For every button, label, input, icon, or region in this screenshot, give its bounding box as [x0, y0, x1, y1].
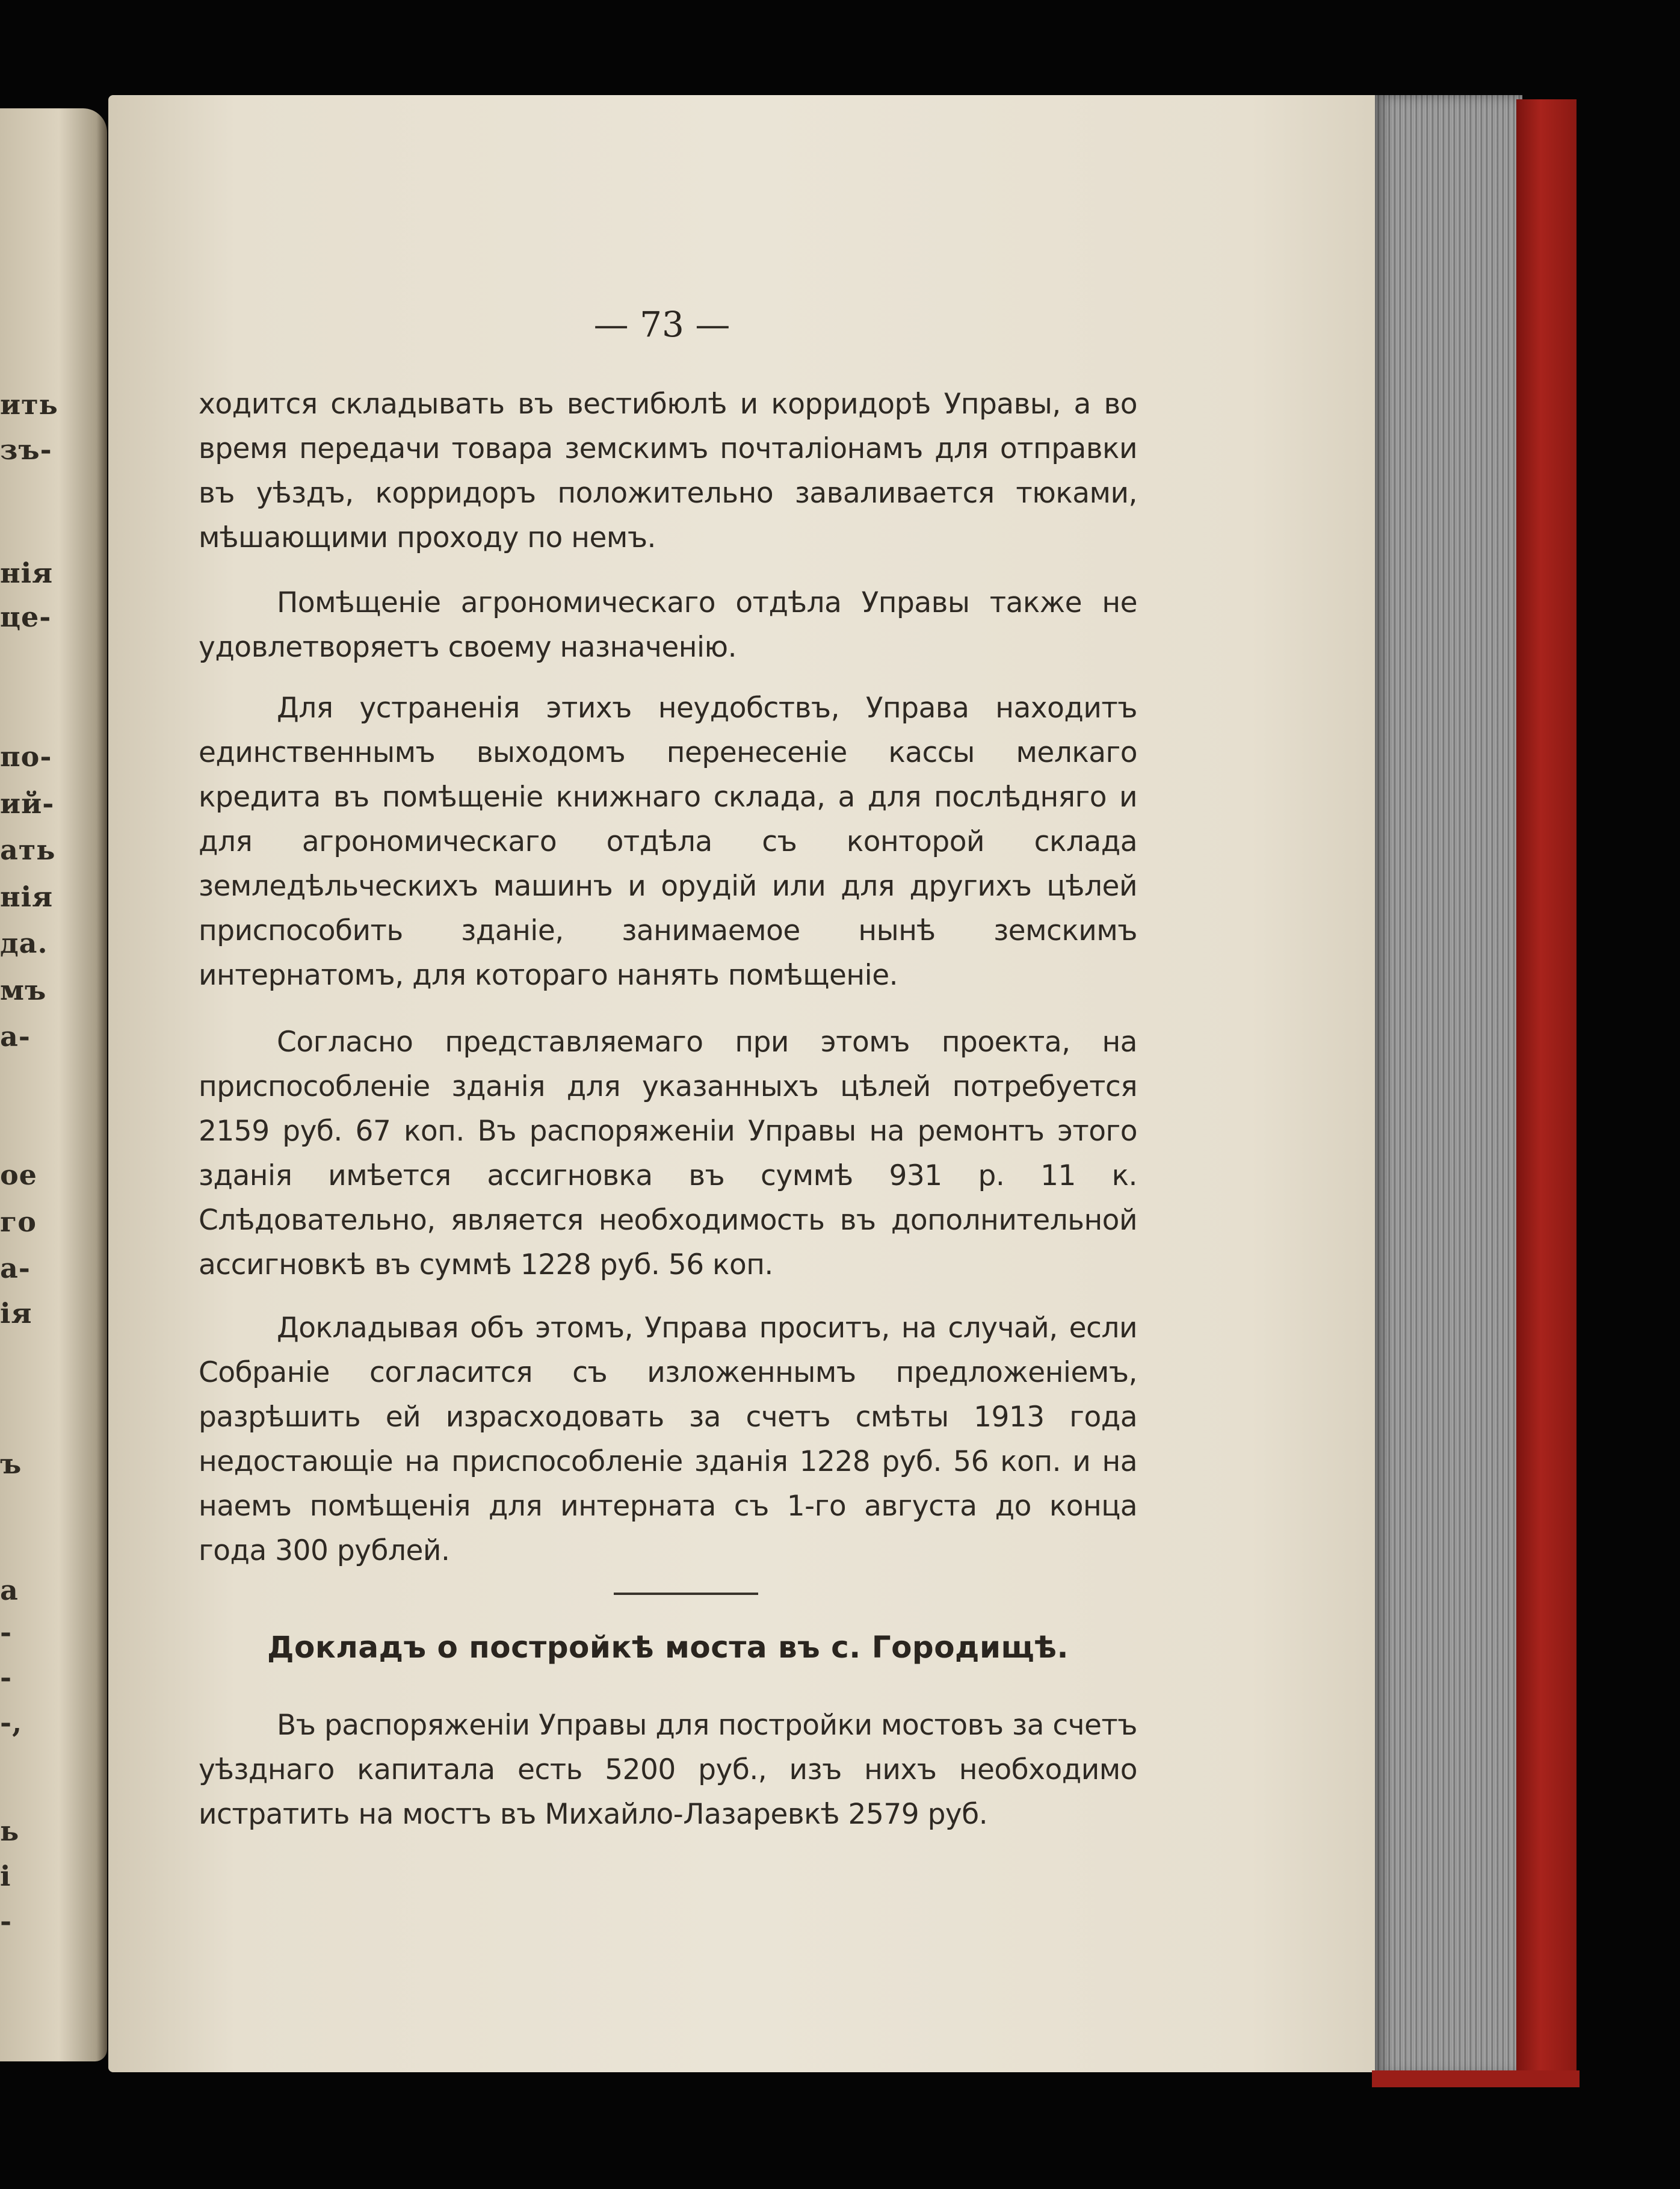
left-fragment: мъ [0, 974, 47, 1006]
page-number: — 73 — [593, 304, 730, 345]
left-fragment: і [0, 1860, 11, 1892]
left-fragment: а [0, 1574, 19, 1606]
left-fragment: -, [0, 1706, 23, 1739]
paragraph: Согласно представляемаго при этомъ проекта, на приспособленіе зданія для указанныхъ цѣлей потребуется 2159 руб. 67 коп. Въ распоряженіи Управы на ремонтъ этого зданія имѣется ассигновка въ суммѣ 931 р. 11 к. Слѣдовательно, является необходимость въ дополнительной ассигновкѣ въ суммѣ 1228 руб. 56 коп. [199, 1026, 1137, 1281]
book-cover-bottom [1372, 2070, 1580, 2087]
left-fragment: ія [0, 1297, 32, 1330]
left-fragment: - [0, 1905, 13, 1937]
left-fragment: ать [0, 834, 56, 866]
left-page [0, 108, 107, 2061]
left-fragment: - [0, 1661, 13, 1694]
section-divider [614, 1593, 758, 1595]
paragraph: Докладывая объ этомъ, Управа проситъ, на случай, если Собраніе согласится съ изложеннымъ предложеніемъ, разрѣшить ей израсходовать за счетъ смѣты 1913 года недостающіе на приспособленіе зданія 1228 руб. 56 коп. и на наемъ помѣщенія для интерната съ 1-го августа до конца года 300 рублей. [199, 1311, 1137, 1567]
left-fragment: а- [0, 1020, 31, 1053]
page-edges [1375, 95, 1522, 2075]
left-fragment: ить [0, 388, 58, 421]
left-fragment: ое [0, 1159, 37, 1191]
left-fragment: - [0, 1616, 13, 1649]
left-fragment: це- [0, 601, 52, 633]
left-fragment: го [0, 1206, 37, 1238]
left-fragment: да. [0, 927, 48, 959]
left-fragment: а- [0, 1252, 31, 1284]
paragraph: Помѣщеніе агрономическаго отдѣла Управы также не удовлетворяетъ своему назначенію. [199, 586, 1137, 664]
left-fragment: нія [0, 881, 54, 913]
section-heading: Докладъ о постройкѣ моста въ с. Городищѣ. [267, 1630, 1069, 1665]
paragraph: Для устраненія этихъ неудобствъ, Управа находитъ единственнымъ выходомъ перенесеніе кассы мелкаго кредита въ помѣщеніе книжнаго склада, а для послѣдняго и для агрономическаго отдѣла съ конторой склада земледѣльческихъ машинъ и орудій или для другихъ цѣлей приспособить зданіе, занимаемое нынѣ земскимъ интернатомъ, для котораго нанять помѣщеніе. [199, 692, 1137, 992]
left-fragment: ий- [0, 787, 55, 820]
left-fragment: ь [0, 1815, 20, 1847]
left-fragment: зъ- [0, 433, 52, 466]
paragraph: Въ распоряженіи Управы для постройки мостовъ за счетъ уѣзднаго капитала есть 5200 руб., изъ нихъ необходимо истратить на мостъ въ Михайло-Лазаревкѣ 2579 руб. [199, 1709, 1137, 1831]
left-fragment: ъ [0, 1447, 22, 1480]
left-fragment: по- [0, 740, 52, 773]
left-fragment: нія [0, 557, 54, 589]
paragraph: ходится складывать въ вестибюлѣ и корридорѣ Управы, а во время передачи товара земскимъ почталіонамъ для отправки въ уѣздъ, корридоръ положительно заваливается тюками, мѣшающими проходу по немъ. [199, 388, 1137, 554]
book-cover [1516, 99, 1577, 2079]
